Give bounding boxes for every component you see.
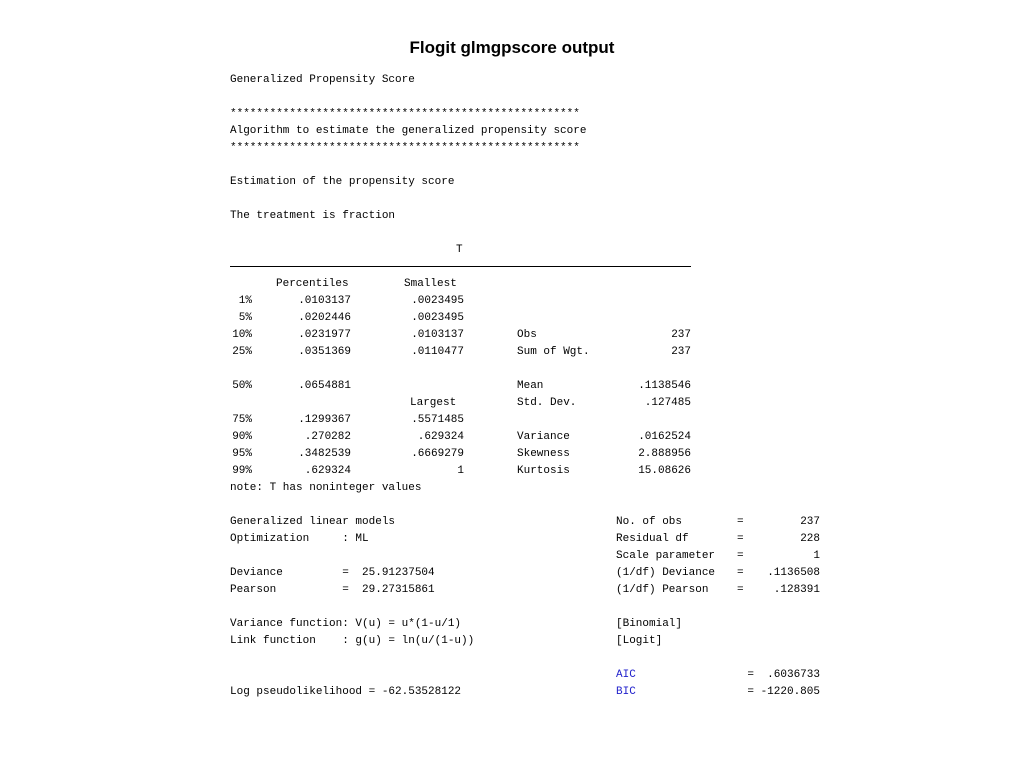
extreme-value: .0110477 <box>411 346 464 358</box>
percentile-label: 75% <box>232 414 252 426</box>
glm-stat-label: (1/df) Deviance <box>616 567 716 579</box>
percentile-value: .0202446 <box>298 312 351 324</box>
extreme-value: 1 <box>457 465 464 477</box>
percentile-label: 90% <box>232 431 252 443</box>
percentile-value: .3482539 <box>298 448 351 460</box>
percentile-value: .1299367 <box>298 414 351 426</box>
stat-value: 237 <box>671 346 691 358</box>
glm-log-pseudolikelihood: Log pseudolikelihood = -62.53528122 <box>230 686 462 698</box>
glm-deviance: Deviance = 25.91237504 <box>230 567 435 579</box>
extreme-value: .0103137 <box>411 329 464 341</box>
percentile-value: .0231977 <box>298 329 351 341</box>
treatment-line: The treatment is fraction <box>230 210 396 222</box>
percentile-value: .0654881 <box>298 380 351 392</box>
glm-variance-function: Variance function: V(u) = u*(1-u/1) <box>230 618 462 630</box>
summary-rule <box>230 266 691 267</box>
stat-value: .0162524 <box>638 431 691 443</box>
glm-stat-equals: = <box>737 533 744 545</box>
stat-label: Kurtosis <box>517 465 570 477</box>
percentile-value: .0351369 <box>298 346 351 358</box>
glm-stat-value: .1136508 <box>767 567 820 579</box>
glm-stat-label: No. of obs <box>616 516 683 528</box>
glm-family: [Binomial] <box>616 618 683 630</box>
stat-value: 2.888956 <box>638 448 691 460</box>
stat-label: Skewness <box>517 448 570 460</box>
glm-link-function: Link function : g(u) = ln(u/(1-u)) <box>230 635 475 647</box>
glm-stat-equals: = <box>737 567 744 579</box>
slide-title: Flogit glmgpscore output <box>409 38 615 57</box>
output-title: Generalized Propensity Score <box>230 74 415 86</box>
stars-divider-top: ***************************************************** <box>230 108 580 120</box>
stat-label: Std. Dev. <box>517 397 577 409</box>
stat-label: Sum of Wgt. <box>517 346 590 358</box>
algorithm-heading: Algorithm to estimate the generalized propensity score <box>230 125 587 137</box>
bic-eq-value: = -1220.805 <box>747 686 820 698</box>
glm-stat-equals: = <box>737 516 744 528</box>
stat-value: 15.08626 <box>638 465 691 477</box>
glm-stat-label: Scale parameter <box>616 550 716 562</box>
glm-stat-value: 237 <box>800 516 820 528</box>
glm-stat-label: Residual df <box>616 533 689 545</box>
glm-optimization: Optimization : ML <box>230 533 369 545</box>
stars-divider-bottom: ***************************************************** <box>230 142 580 154</box>
stat-value: 237 <box>671 329 691 341</box>
note-line: note: T has noninteger values <box>230 482 422 494</box>
glm-stat-equals: = <box>737 550 744 562</box>
percentile-label: 99% <box>232 465 252 477</box>
stat-label: Variance <box>517 431 570 443</box>
extreme-value: .6669279 <box>411 448 464 460</box>
glm-stat-value: 1 <box>813 550 820 562</box>
stat-label: Obs <box>517 329 537 341</box>
percentile-label: 50% <box>232 380 252 392</box>
glm-stat-value: .128391 <box>773 584 820 596</box>
estimation-heading: Estimation of the propensity score <box>230 176 455 188</box>
stat-label: Mean <box>517 380 544 392</box>
percentile-label: 1% <box>238 295 252 307</box>
percentile-label: 25% <box>232 346 252 358</box>
glm-pearson: Pearson = 29.27315861 <box>230 584 435 596</box>
percentile-label: 10% <box>232 329 252 341</box>
percentile-label: 95% <box>232 448 252 460</box>
percentile-value: .0103137 <box>298 295 351 307</box>
glm-stat-label: (1/df) Pearson <box>616 584 709 596</box>
col-largest-header: Largest <box>410 397 457 409</box>
aic-eq-value: = .6036733 <box>747 669 820 681</box>
bic-value <box>737 686 820 699</box>
percentile-value: .270282 <box>304 431 351 443</box>
glm-stat-equals: = <box>737 584 744 596</box>
col-smallest-header: Smallest <box>404 278 457 290</box>
col-percentiles-header: Percentiles <box>276 278 349 290</box>
percentile-label: 5% <box>238 312 252 324</box>
aic-label: AIC <box>616 669 636 681</box>
bic-label: BIC <box>616 686 636 698</box>
aic-value <box>737 669 820 682</box>
stat-value: .127485 <box>644 397 691 409</box>
glm-title: Generalized linear models <box>230 516 396 528</box>
extreme-value: .0023495 <box>411 295 464 307</box>
extreme-value: .5571485 <box>411 414 464 426</box>
extreme-value: .629324 <box>417 431 464 443</box>
percentile-value: .629324 <box>304 465 351 477</box>
stat-value: .1138546 <box>638 380 691 392</box>
variable-name: T <box>456 244 463 256</box>
extreme-value: .0023495 <box>411 312 464 324</box>
glm-link: [Logit] <box>616 635 663 647</box>
glm-stat-value: 228 <box>800 533 820 545</box>
